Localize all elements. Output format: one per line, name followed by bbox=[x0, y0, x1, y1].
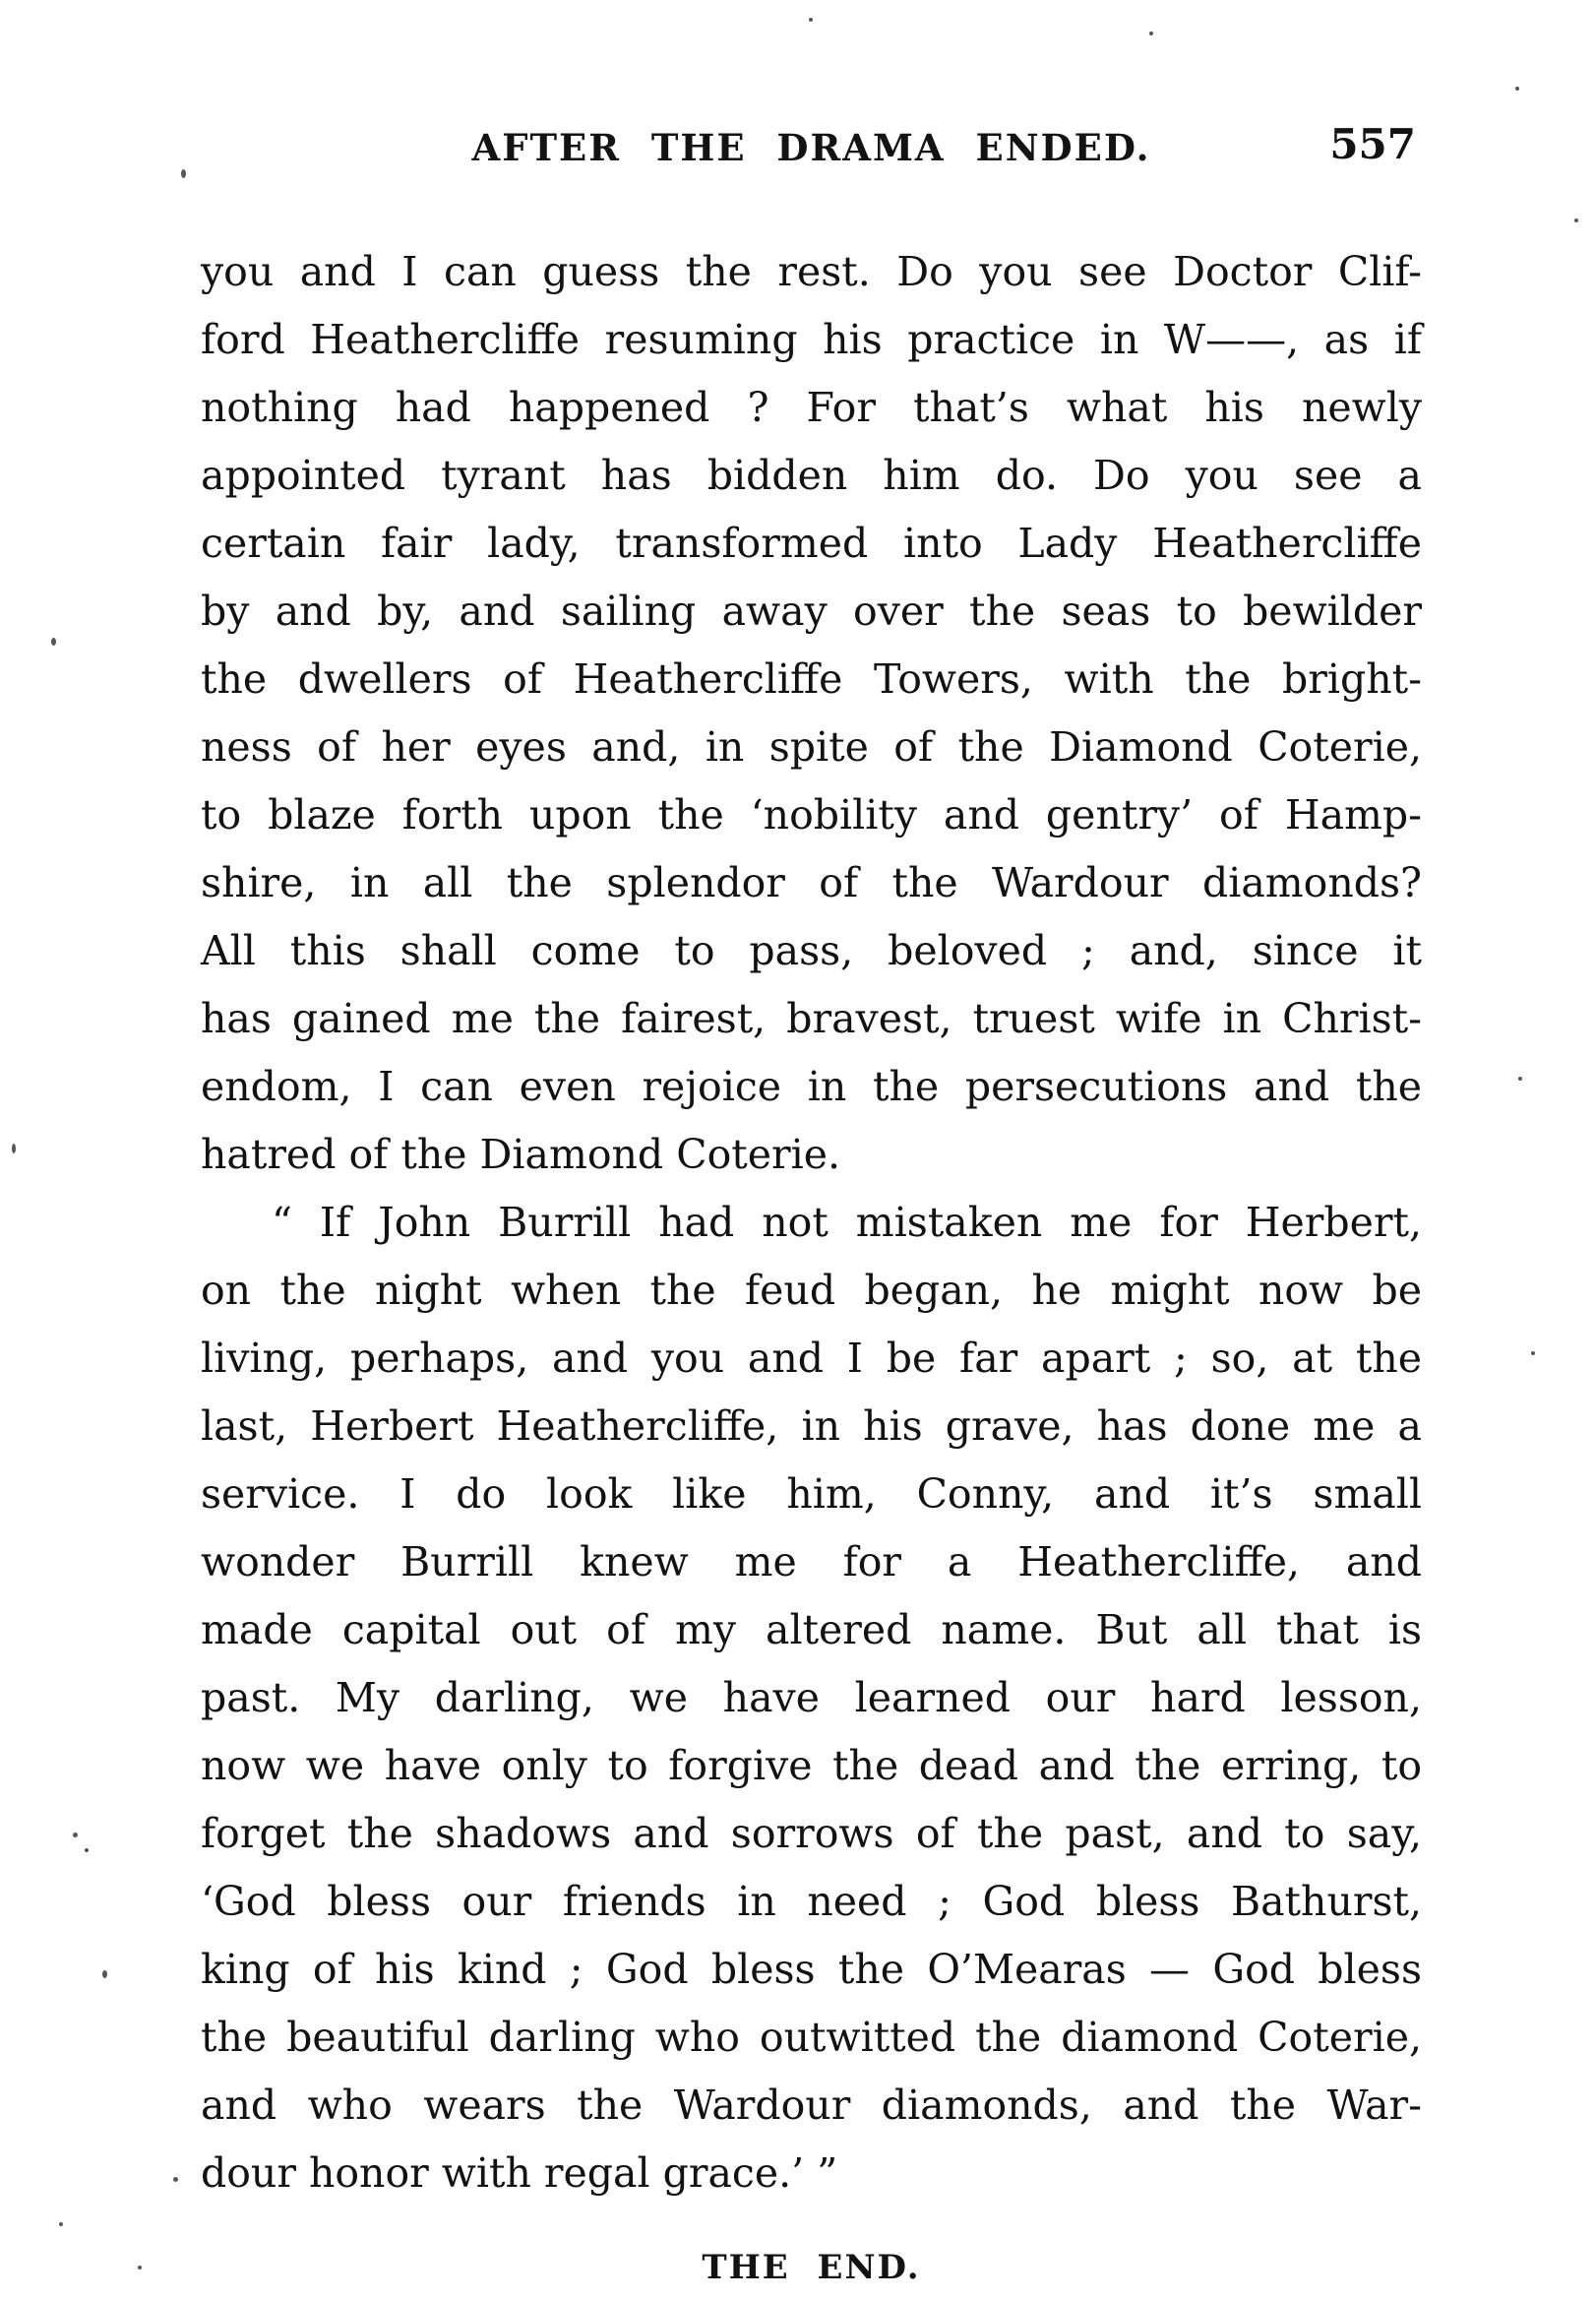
scan-speck bbox=[1515, 87, 1519, 91]
text-line: to blaze forth upon the ‘nobility and gentry’ of Hamp- bbox=[201, 791, 1422, 839]
the-end-label: THE END. bbox=[702, 2248, 921, 2287]
text-line: forget the shadows and sorrows of the past, and to say, bbox=[201, 1810, 1422, 1857]
scan-speck bbox=[1531, 1351, 1535, 1355]
text-line-paragraph-start: “ If John Burrill had not mistaken me for Herbert, bbox=[272, 1199, 1422, 1246]
text-line: hatred of the Diamond Coterie. bbox=[201, 1131, 841, 1178]
page-number: 557 bbox=[1329, 120, 1416, 168]
text-line: last, Herbert Heathercliffe, in his grave, has done me a bbox=[201, 1402, 1422, 1450]
text-line: service. I do look like him, Conny, and it’s small bbox=[201, 1470, 1422, 1518]
text-line: shire, in all the splendor of the Wardour diamonds? bbox=[201, 859, 1422, 906]
text-line: past. My darling, we have learned our hard lesson, bbox=[201, 1674, 1422, 1721]
text-line: nothing had happened ? For that’s what his newly bbox=[201, 384, 1422, 431]
scan-speck bbox=[173, 2177, 178, 2182]
text-line: and who wears the Wardour diamonds, and the War- bbox=[201, 2082, 1422, 2129]
text-line: the beautiful darling who outwitted the diamond Coterie, bbox=[201, 2014, 1422, 2061]
text-line: king of his kind ; God bless the O’Mearas — God bless bbox=[201, 1946, 1422, 1993]
text-line: now we have only to forgive the dead and the erring, to bbox=[201, 1742, 1422, 1789]
text-line: by and by, and sailing away over the seas to bewilder bbox=[201, 588, 1422, 635]
scan-speck bbox=[102, 1970, 107, 1978]
text-line: has gained me the fairest, bravest, truest wife in Christ- bbox=[201, 995, 1422, 1042]
scan-speck bbox=[12, 1144, 16, 1153]
text-line: the dwellers of Heathercliffe Towers, with the bright- bbox=[201, 655, 1422, 703]
scan-speck bbox=[51, 638, 56, 646]
text-line: ford Heathercliffe resuming his practice in W——, as if bbox=[201, 316, 1422, 363]
page-footer bbox=[201, 2248, 1422, 2287]
scan-speck bbox=[1574, 218, 1578, 222]
text-line: wonder Burrill knew me for a Heathercliffe, and bbox=[201, 1538, 1422, 1585]
scan-speck bbox=[1149, 31, 1153, 35]
text-line: appointed tyrant has bidden him do. Do you see a bbox=[201, 452, 1422, 499]
text-line: endom, I can even rejoice in the persecutions and the bbox=[201, 1063, 1422, 1110]
text-line: you and I can guess the rest. Do you see Doctor Clif- bbox=[201, 248, 1422, 295]
scan-speck bbox=[1518, 1077, 1522, 1081]
text-line: ness of her eyes and, in spite of the Diamond Coterie, bbox=[201, 723, 1422, 771]
text-line: All this shall come to pass, beloved ; and, since it bbox=[201, 927, 1422, 974]
text-line: ‘God bless our friends in need ; God bless Bathurst, bbox=[201, 1878, 1422, 1925]
scan-speck bbox=[59, 2222, 63, 2226]
text-line: dour honor with regal grace.’ ” bbox=[201, 2149, 838, 2197]
page-header bbox=[201, 120, 1422, 179]
scan-speck bbox=[138, 2266, 142, 2269]
text-line: certain fair lady, transformed into Lady Heathercliffe bbox=[201, 520, 1422, 567]
text-line: made capital out of my altered name. But all that is bbox=[201, 1606, 1422, 1653]
scan-speck bbox=[85, 1848, 89, 1852]
text-line: living, perhaps, and you and I be far apart ; so, at the bbox=[201, 1335, 1422, 1382]
scan-speck bbox=[73, 1833, 78, 1837]
scan-speck bbox=[181, 169, 186, 178]
scan-speck bbox=[809, 18, 813, 22]
text-line: on the night when the feud began, he might now be bbox=[201, 1267, 1422, 1314]
body-text bbox=[201, 238, 1422, 2207]
running-title: AFTER THE DRAMA ENDED. bbox=[471, 126, 1151, 169]
